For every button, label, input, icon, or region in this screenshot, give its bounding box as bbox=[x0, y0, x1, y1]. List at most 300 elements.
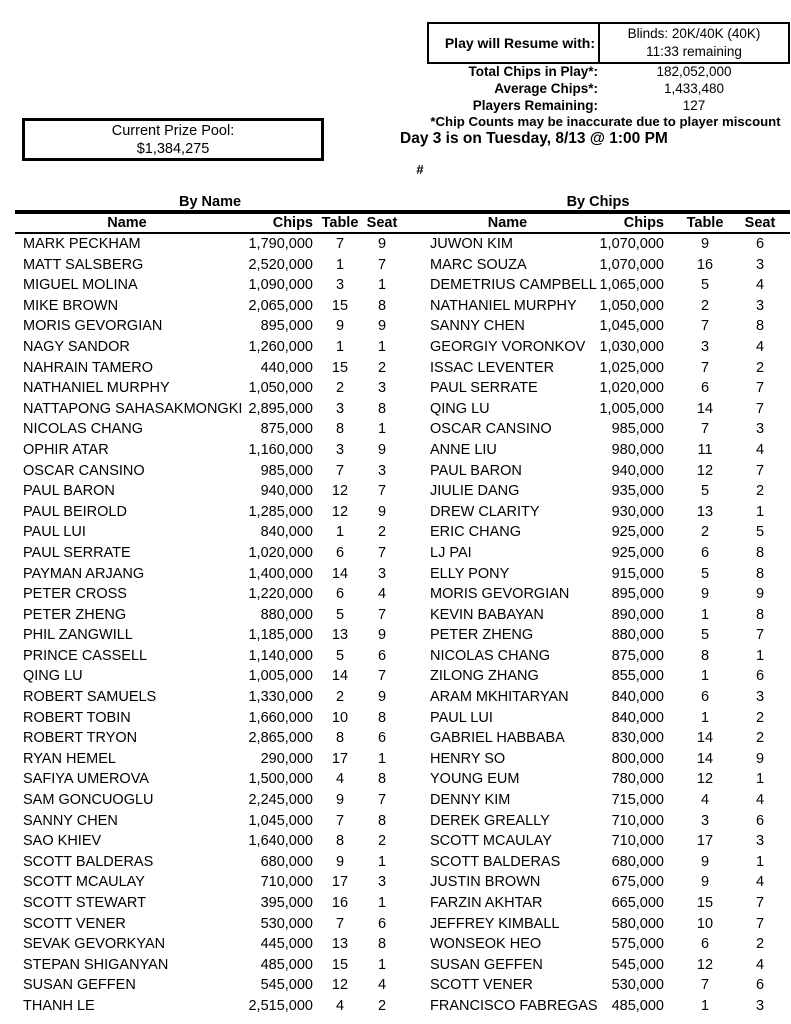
table-row bbox=[405, 790, 791, 811]
table-number: 7 bbox=[335, 462, 345, 479]
table-row bbox=[15, 275, 405, 296]
table-row bbox=[405, 275, 791, 296]
seat-number: 3 bbox=[755, 689, 765, 706]
table-number: 17 bbox=[331, 874, 349, 891]
player-name: SAO KHIEV bbox=[23, 833, 102, 850]
player-name: MIKE BROWN bbox=[23, 297, 119, 314]
table-row bbox=[405, 378, 791, 399]
table-row bbox=[15, 440, 405, 461]
chips-value: 395,000 bbox=[260, 895, 313, 911]
seat-number: 7 bbox=[755, 462, 765, 479]
table-row bbox=[405, 831, 791, 852]
table-row bbox=[15, 522, 405, 543]
seat-number: 4 bbox=[755, 441, 765, 458]
seat-number: 8 bbox=[377, 936, 387, 953]
player-name: SCOTT STEWART bbox=[23, 895, 146, 911]
table-row bbox=[15, 337, 405, 358]
seat-number: 8 bbox=[377, 400, 387, 417]
table-number: 12 bbox=[696, 462, 714, 479]
table-row bbox=[405, 666, 791, 687]
chips-value: 580,000 bbox=[611, 915, 664, 932]
seat-number: 4 bbox=[755, 792, 765, 809]
prize-pool-value: $1,384,275 bbox=[136, 140, 210, 157]
player-name: SANNY CHEN bbox=[23, 812, 118, 829]
player-name: MIGUEL MOLINA bbox=[23, 277, 138, 294]
stat-total-chips bbox=[427, 63, 790, 80]
chips-value: 1,500,000 bbox=[248, 771, 313, 788]
table-row bbox=[15, 996, 405, 1017]
table-number: 17 bbox=[331, 750, 349, 767]
seat-number: 8 bbox=[755, 606, 765, 623]
table-row bbox=[15, 625, 405, 646]
chips-value: 780,000 bbox=[611, 771, 664, 788]
by-name-headers bbox=[15, 214, 405, 232]
player-name: SCOTT VENER bbox=[23, 915, 126, 932]
table-number: 15 bbox=[696, 895, 714, 911]
table-number: 7 bbox=[700, 318, 710, 335]
by-chips-title: By Chips bbox=[566, 194, 630, 210]
seat-number: 3 bbox=[377, 380, 387, 397]
table-row bbox=[15, 666, 405, 687]
seat-number: 5 bbox=[755, 524, 765, 541]
player-name: NAGY SANDOR bbox=[23, 338, 130, 355]
seat-number: 8 bbox=[377, 771, 387, 788]
chips-value: 2,520,000 bbox=[248, 256, 313, 273]
table-number: 1 bbox=[700, 709, 710, 726]
seat-number: 1 bbox=[377, 956, 387, 973]
player-name: NICOLAS CHANG bbox=[23, 421, 144, 438]
table-number: 1 bbox=[700, 606, 710, 623]
player-name: PAUL SERRATE bbox=[430, 380, 538, 397]
table-number: 1 bbox=[700, 997, 710, 1014]
table-row bbox=[15, 419, 405, 440]
chips-value: 440,000 bbox=[260, 359, 313, 376]
seat-number: 7 bbox=[377, 606, 387, 623]
prize-pool-box bbox=[22, 118, 324, 161]
seat-number: 9 bbox=[377, 689, 387, 706]
seat-number: 1 bbox=[755, 647, 765, 664]
seat-number: 7 bbox=[377, 256, 387, 273]
table-number: 16 bbox=[696, 256, 714, 273]
seat-number: 6 bbox=[377, 915, 387, 932]
seat-number: 8 bbox=[755, 565, 765, 582]
stat-label: Average Chips*: bbox=[494, 81, 598, 96]
seat-number: 1 bbox=[377, 895, 387, 911]
player-name: MARC SOUZA bbox=[430, 256, 527, 273]
table-row bbox=[405, 955, 791, 976]
table-number: 14 bbox=[696, 750, 714, 767]
player-name: NATHANIEL MURPHY bbox=[430, 297, 577, 314]
stat-value: 182,052,000 bbox=[656, 64, 732, 79]
player-name: NAHRAIN TAMERO bbox=[23, 359, 153, 376]
seat-number: 9 bbox=[377, 236, 387, 252]
chips-value: 1,790,000 bbox=[248, 236, 313, 252]
seat-number: 7 bbox=[755, 380, 765, 397]
seat-number: 1 bbox=[377, 853, 387, 870]
stat-value: 127 bbox=[682, 98, 706, 113]
seat-number: 6 bbox=[755, 668, 765, 685]
seat-number: 3 bbox=[377, 874, 387, 891]
chips-value: 895,000 bbox=[611, 586, 664, 603]
table-row bbox=[405, 337, 791, 358]
seat-number: 1 bbox=[755, 853, 765, 870]
table-number: 2 bbox=[335, 689, 345, 706]
chips-value: 665,000 bbox=[611, 895, 664, 911]
chips-value: 675,000 bbox=[611, 874, 664, 891]
chips-value: 710,000 bbox=[260, 874, 313, 891]
player-name: MORIS GEVORGIAN bbox=[430, 586, 570, 603]
table-row bbox=[15, 872, 405, 893]
chips-value: 1,005,000 bbox=[248, 668, 313, 685]
stat-label: Total Chips in Play*: bbox=[468, 64, 598, 79]
seat-number: 2 bbox=[377, 997, 387, 1014]
seat-number: 7 bbox=[377, 792, 387, 809]
chips-value: 875,000 bbox=[260, 421, 313, 438]
table-number: 9 bbox=[700, 236, 710, 252]
table-row bbox=[405, 605, 791, 626]
chips-value: 840,000 bbox=[611, 709, 664, 726]
table-row bbox=[405, 358, 791, 379]
table-row bbox=[15, 790, 405, 811]
table-number: 12 bbox=[696, 956, 714, 973]
table-number: 5 bbox=[335, 606, 345, 623]
player-name: PAUL BEIROLD bbox=[23, 503, 127, 520]
table-number: 6 bbox=[700, 936, 710, 953]
player-name: PHIL ZANGWILL bbox=[23, 627, 133, 644]
table-row bbox=[405, 440, 791, 461]
stat-label: Players Remaining: bbox=[472, 98, 598, 113]
chips-value: 1,285,000 bbox=[248, 503, 313, 520]
player-name: NICOLAS CHANG bbox=[430, 647, 551, 664]
chips-value: 840,000 bbox=[611, 689, 664, 706]
table-row bbox=[15, 975, 405, 996]
table-number: 9 bbox=[700, 853, 710, 870]
stat-average-chips bbox=[427, 80, 790, 97]
table-number: 15 bbox=[331, 359, 349, 376]
player-name: LJ PAI bbox=[430, 544, 472, 561]
chips-value: 940,000 bbox=[611, 462, 664, 479]
player-name: ROBERT TRYON bbox=[23, 730, 138, 747]
table-row bbox=[15, 399, 405, 420]
chips-value: 1,005,000 bbox=[599, 400, 664, 417]
chips-value: 530,000 bbox=[260, 915, 313, 932]
chips-value: 545,000 bbox=[611, 956, 664, 973]
chips-value: 800,000 bbox=[611, 750, 664, 767]
chip-count-tables bbox=[0, 196, 791, 1017]
player-name: PAUL SERRATE bbox=[23, 544, 131, 561]
chips-value: 710,000 bbox=[611, 812, 664, 829]
table-row bbox=[15, 378, 405, 399]
table-row bbox=[405, 461, 791, 482]
seat-number: 2 bbox=[755, 709, 765, 726]
table-number: 1 bbox=[335, 338, 345, 355]
table-number: 9 bbox=[700, 586, 710, 603]
player-name: ROBERT TOBIN bbox=[23, 709, 131, 726]
table-number: 15 bbox=[331, 297, 349, 314]
table-number: 9 bbox=[335, 318, 345, 335]
blinds-value: Blinds: 20K/40K (40K) bbox=[627, 26, 761, 41]
chips-value: 545,000 bbox=[260, 977, 313, 994]
player-name: YOUNG EUM bbox=[430, 771, 520, 788]
chips-value: 1,220,000 bbox=[248, 586, 313, 603]
player-name: SAFIYA UMEROVA bbox=[23, 771, 149, 788]
header-table: Table bbox=[321, 215, 359, 231]
header-chips: Chips bbox=[272, 215, 313, 231]
table-row bbox=[15, 564, 405, 585]
table-row bbox=[15, 481, 405, 502]
table-row bbox=[15, 687, 405, 708]
table-row bbox=[405, 934, 791, 955]
seat-number: 7 bbox=[755, 400, 765, 417]
player-name: FRANCISCO FABREGAS bbox=[430, 997, 598, 1014]
chips-value: 880,000 bbox=[260, 606, 313, 623]
player-name: JEFFREY KIMBALL bbox=[430, 915, 560, 932]
seat-number: 7 bbox=[755, 627, 765, 644]
player-name: WONSEOK HEO bbox=[430, 936, 542, 953]
table-row bbox=[405, 996, 791, 1017]
table-row bbox=[15, 296, 405, 317]
table-row bbox=[15, 461, 405, 482]
play-resume-label: Play will Resume with: bbox=[444, 35, 595, 51]
table-number: 6 bbox=[700, 380, 710, 397]
table-row bbox=[405, 481, 791, 502]
seat-number: 9 bbox=[377, 627, 387, 644]
table-number: 14 bbox=[331, 668, 349, 685]
table-number: 13 bbox=[331, 936, 349, 953]
seat-number: 2 bbox=[755, 936, 765, 953]
seat-number: 4 bbox=[755, 874, 765, 891]
chips-value: 925,000 bbox=[611, 524, 664, 541]
table-row bbox=[15, 584, 405, 605]
table-number: 4 bbox=[335, 997, 345, 1014]
chips-value: 680,000 bbox=[260, 853, 313, 870]
seat-number: 9 bbox=[377, 441, 387, 458]
table-row bbox=[405, 234, 791, 255]
player-name: NATTAPONG SAHASAKMONGKI bbox=[23, 400, 243, 417]
player-name: OSCAR CANSINO bbox=[430, 421, 552, 438]
player-name: ANNE LIU bbox=[430, 441, 497, 458]
chips-value: 2,865,000 bbox=[248, 730, 313, 747]
table-row bbox=[405, 502, 791, 523]
seat-number: 9 bbox=[377, 318, 387, 335]
chips-value: 935,000 bbox=[611, 483, 664, 500]
seat-number: 8 bbox=[377, 709, 387, 726]
player-name: PETER ZHENG bbox=[23, 606, 127, 623]
table-row bbox=[15, 955, 405, 976]
table-number: 5 bbox=[700, 565, 710, 582]
table-number: 10 bbox=[696, 915, 714, 932]
table-row bbox=[15, 502, 405, 523]
table-number: 8 bbox=[700, 647, 710, 664]
chips-value: 880,000 bbox=[611, 627, 664, 644]
chips-value: 485,000 bbox=[260, 956, 313, 973]
chips-value: 1,160,000 bbox=[248, 441, 313, 458]
chips-value: 830,000 bbox=[611, 730, 664, 747]
chips-value: 985,000 bbox=[260, 462, 313, 479]
table-row bbox=[405, 419, 791, 440]
player-name: GEORGIY VORONKOV bbox=[430, 338, 586, 355]
table-number: 7 bbox=[335, 236, 345, 252]
player-name: DEREK GREALLY bbox=[430, 812, 550, 829]
table-number: 6 bbox=[335, 544, 345, 561]
player-name: PAUL LUI bbox=[430, 709, 493, 726]
player-name: OPHIR ATAR bbox=[23, 441, 109, 458]
tournament-stats bbox=[427, 63, 790, 114]
seat-number: 3 bbox=[377, 565, 387, 582]
seat-number: 1 bbox=[377, 277, 387, 294]
table-row bbox=[405, 255, 791, 276]
chips-value: 1,070,000 bbox=[599, 256, 664, 273]
seat-number: 4 bbox=[755, 338, 765, 355]
seat-number: 6 bbox=[377, 730, 387, 747]
table-number: 8 bbox=[335, 833, 345, 850]
seat-number: 6 bbox=[755, 977, 765, 994]
player-name: DEMETRIUS CAMPBELL bbox=[430, 277, 597, 294]
chips-value: 2,245,000 bbox=[248, 792, 313, 809]
seat-number: 2 bbox=[755, 483, 765, 500]
table-row bbox=[405, 872, 791, 893]
table-number: 3 bbox=[700, 338, 710, 355]
chips-value: 2,895,000 bbox=[248, 400, 313, 417]
table-row bbox=[15, 543, 405, 564]
seat-number: 1 bbox=[377, 421, 387, 438]
table-number: 13 bbox=[696, 503, 714, 520]
chips-value: 930,000 bbox=[611, 503, 664, 520]
player-name: PAYMAN ARJANG bbox=[23, 565, 145, 582]
chips-value: 445,000 bbox=[260, 936, 313, 953]
blinds-info bbox=[598, 24, 788, 62]
table-number: 2 bbox=[700, 524, 710, 541]
chips-value: 1,640,000 bbox=[248, 833, 313, 850]
table-row bbox=[405, 564, 791, 585]
seat-number: 7 bbox=[377, 544, 387, 561]
player-name: RYAN HEMEL bbox=[23, 750, 116, 767]
table-row bbox=[405, 914, 791, 935]
seat-number: 1 bbox=[377, 338, 387, 355]
seat-number: 9 bbox=[755, 586, 765, 603]
table-row bbox=[15, 605, 405, 626]
table-number: 1 bbox=[335, 256, 345, 273]
chips-value: 1,330,000 bbox=[248, 689, 313, 706]
player-name: MARK PECKHAM bbox=[23, 236, 141, 252]
player-name: FARZIN AKHTAR bbox=[430, 895, 543, 911]
chips-value: 530,000 bbox=[611, 977, 664, 994]
table-row bbox=[405, 769, 791, 790]
stat-value: 1,433,480 bbox=[663, 81, 725, 96]
table-number: 12 bbox=[331, 483, 349, 500]
chips-value: 1,020,000 bbox=[248, 544, 313, 561]
table-row bbox=[405, 625, 791, 646]
prize-pool-label: Current Prize Pool: bbox=[111, 122, 235, 139]
table-row bbox=[405, 749, 791, 770]
chips-value: 1,660,000 bbox=[248, 709, 313, 726]
header-seat: Seat bbox=[366, 215, 398, 231]
player-name: DENNY KIM bbox=[430, 792, 511, 809]
table-number: 9 bbox=[700, 874, 710, 891]
table-number: 14 bbox=[696, 400, 714, 417]
by-chips-table bbox=[405, 234, 791, 1017]
seat-number: 8 bbox=[377, 812, 387, 829]
by-chips-headers bbox=[405, 214, 791, 232]
table-group-titles bbox=[0, 196, 791, 210]
header-chips: Chips bbox=[623, 215, 664, 231]
player-name: PAUL BARON bbox=[23, 483, 115, 500]
header-seat: Seat bbox=[744, 215, 776, 231]
player-name: PAUL BARON bbox=[430, 462, 522, 479]
header-table: Table bbox=[686, 215, 724, 231]
column-headers bbox=[0, 214, 791, 232]
seat-number: 6 bbox=[755, 236, 765, 252]
chips-value: 1,050,000 bbox=[599, 297, 664, 314]
table-number: 5 bbox=[700, 627, 710, 644]
seat-number: 7 bbox=[755, 915, 765, 932]
chips-value: 715,000 bbox=[611, 792, 664, 809]
seat-number: 1 bbox=[755, 771, 765, 788]
seat-number: 7 bbox=[377, 668, 387, 685]
player-name: ROBERT SAMUELS bbox=[23, 689, 157, 706]
chips-value: 680,000 bbox=[611, 853, 664, 870]
chips-value: 1,400,000 bbox=[248, 565, 313, 582]
chips-value: 1,070,000 bbox=[599, 236, 664, 252]
player-name: THANH LE bbox=[23, 997, 95, 1014]
table-row bbox=[405, 852, 791, 873]
seat-number: 8 bbox=[755, 544, 765, 561]
seat-number: 1 bbox=[755, 503, 765, 520]
seat-number: 2 bbox=[377, 833, 387, 850]
table-row bbox=[405, 399, 791, 420]
player-name: SCOTT MCAULAY bbox=[430, 833, 552, 850]
table-number: 4 bbox=[700, 792, 710, 809]
player-name: SCOTT BALDERAS bbox=[23, 853, 154, 870]
chips-value: 1,045,000 bbox=[248, 812, 313, 829]
play-resume-box bbox=[427, 22, 790, 64]
seat-number: 7 bbox=[377, 483, 387, 500]
chips-value: 1,050,000 bbox=[248, 380, 313, 397]
table-row bbox=[15, 728, 405, 749]
player-name: NATHANIEL MURPHY bbox=[23, 380, 170, 397]
player-name: SCOTT BALDERAS bbox=[430, 853, 561, 870]
table-number: 8 bbox=[335, 730, 345, 747]
table-row bbox=[15, 914, 405, 935]
stat-players-remaining bbox=[427, 97, 790, 114]
table-number: 9 bbox=[335, 792, 345, 809]
seat-number: 3 bbox=[755, 297, 765, 314]
chips-value: 1,140,000 bbox=[248, 647, 313, 664]
chips-value: 1,185,000 bbox=[248, 627, 313, 644]
table-number: 6 bbox=[700, 689, 710, 706]
table-number: 10 bbox=[331, 709, 349, 726]
table-number: 8 bbox=[335, 421, 345, 438]
seat-number: 4 bbox=[377, 977, 387, 994]
table-row bbox=[405, 975, 791, 996]
table-number: 3 bbox=[335, 400, 345, 417]
table-row bbox=[15, 234, 405, 255]
seat-number: 8 bbox=[377, 297, 387, 314]
table-row bbox=[405, 522, 791, 543]
seat-number: 7 bbox=[755, 895, 765, 911]
player-name: PAUL LUI bbox=[23, 524, 86, 541]
chips-value: 1,025,000 bbox=[599, 359, 664, 376]
table-row bbox=[405, 811, 791, 832]
seat-number: 3 bbox=[755, 256, 765, 273]
table-row bbox=[15, 316, 405, 337]
table-number: 6 bbox=[700, 544, 710, 561]
chips-value: 1,090,000 bbox=[248, 277, 313, 294]
seat-number: 4 bbox=[755, 956, 765, 973]
table-number: 12 bbox=[331, 503, 349, 520]
player-name: PETER ZHENG bbox=[430, 627, 534, 644]
seat-number: 6 bbox=[755, 812, 765, 829]
